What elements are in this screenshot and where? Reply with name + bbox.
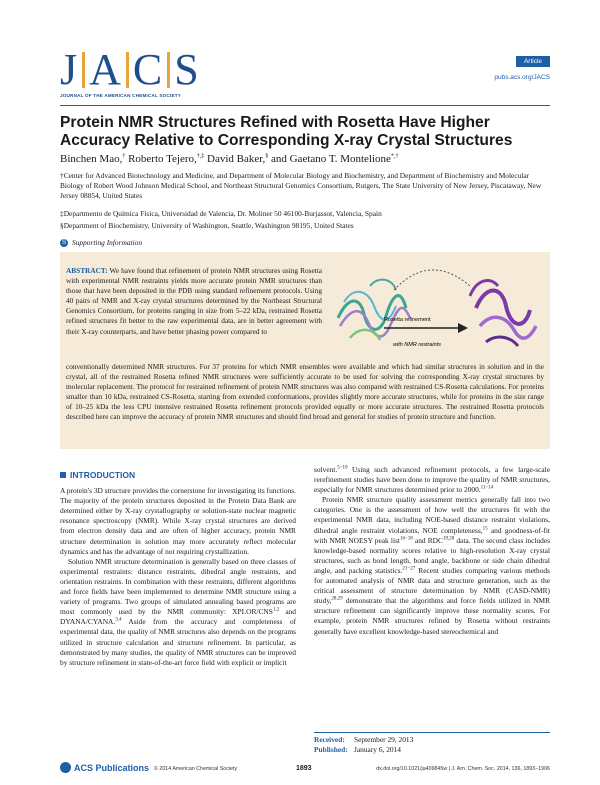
article-type-badge: Article: [516, 56, 550, 67]
paragraph: [314, 465, 550, 495]
right-column: [314, 465, 550, 637]
published-value: January 6, 2014: [354, 745, 402, 754]
author-affil-mark: †,‡: [196, 153, 205, 160]
logo-letter-c: C: [132, 45, 164, 94]
paragraph: [314, 495, 550, 636]
section-heading: [60, 470, 296, 480]
author-list: [60, 153, 550, 165]
paragraph: [60, 557, 296, 668]
paragraph-text: Protein NMR structure quality assessment metrics generally fall into two categories. One is the assessment of how well the structures fit with the experimental NMR data, including NOE-based distance restraint violations, dihedral angle restraint violations, NOE completeness,: [314, 495, 550, 535]
paragraph: A protein's 3D structure provides the cornerstone for investigating its functions. The majority of the protein structures deposited in the Protein Data Bank are determined either by X-ray crystallography or solution-state nuclear magnetic resonance spectroscopy (NMR). While X-ray crystal structures are derived from electron density data and are often of higher accuracy, protein NMR structure determination in solution may more accurately reflect molecular dynamics and has the advantage of not requiring crystallization.: [60, 486, 296, 556]
citation-ref[interactable]: 21−27: [402, 566, 416, 572]
citation-ref[interactable]: 1,2: [272, 607, 280, 613]
received-date: [314, 735, 550, 745]
citation-ref[interactable]: 16−18: [399, 536, 413, 542]
paragraph-text: and RDC: [412, 535, 443, 545]
supporting-info-link[interactable]: [60, 238, 142, 247]
logo-divider: [82, 52, 85, 88]
author-name[interactable]: Roberto Tejero,: [128, 153, 197, 165]
header-divider: [60, 105, 550, 106]
journal-subtitle: JOURNAL OF THE AMERICAN CHEMICAL SOCIETY: [60, 93, 181, 98]
author-affil-mark: §: [265, 153, 269, 160]
affiliation: ‡Departmento de Química Física, Universidad de Valencia, Dr. Moliner 50 46100-Burjassot, Valencia, Spain: [60, 209, 382, 218]
received-value: September 29, 2013: [354, 735, 414, 744]
citation-ref[interactable]: 28,29: [331, 596, 343, 602]
published-date: [314, 745, 550, 755]
paragraph-text: data. The second class includes knowledge-based normality scores relative to high-resolution X-ray crystal structures, such as bond length, bond angle, backbone or side chain dihedral angle, and packing statistics.: [314, 535, 550, 575]
refined-structure: [470, 281, 536, 346]
abstract-label: ABSTRACT:: [66, 266, 108, 275]
journal-url-link[interactable]: pubs.acs.org/JACS: [494, 74, 550, 81]
doi-link[interactable]: dx.doi.org/10.1021/ja409845w | J. Am. Chem. Soc. 2014, 136, 1893−1906: [376, 766, 550, 772]
paragraph-text: Aside from the accuracy and completeness of experimental data, the quality of NMR structures also depends on the programs utilized in structure calculation and structure refinement. In particular, as demonstrated by many studies, the quality of NMR structures can be improved by structure refinement in state-of-the-art force field with explicit or implicit: [60, 617, 296, 667]
citation-ref[interactable]: 15: [482, 526, 488, 532]
supporting-info-label: Supporting Information: [72, 238, 143, 247]
abstract-text: [66, 266, 322, 337]
paragraph-text: demonstrate that the algorithms and force fields utilized in NMR structure refinement can significantly improve these normality scores. For example, protein NMR structures refined by Rosetta without restraints generally have excellent knowledge-based stereochemical and: [314, 596, 550, 636]
page-footer: [60, 762, 550, 776]
figure-label-restraints: with NMR restraints: [393, 342, 441, 348]
dashed-curve: [394, 270, 470, 290]
acs-publications-label: ACS Publications: [74, 762, 150, 773]
author-name[interactable]: and Gaetano T. Montelione: [270, 153, 391, 165]
paragraph-text: and goodness-of-fit with NMR NOESY peak list: [314, 525, 550, 545]
figure-label-refinement: Rosetta refinement: [384, 317, 431, 323]
paragraph-text: Recent studies comparing various methods for automated analysis of NMR data and structure generation, such as the critical assessment of structure determination by NMR (CASD-NMR) study,: [314, 565, 550, 606]
acs-publications-logo[interactable]: [60, 762, 149, 773]
acs-mark-icon: [60, 762, 71, 773]
abstract-body: We have found that refinement of protein NMR structures using Rosetta with experimental NMR restraints yields more accurate protein NMR structures than those that have been deposited in the PDB using standard refinement protocols. Using 40 pairs of NMR and X-ray crystal structures determined by the Northeast Structural Genomics Consortium, for proteins ranging in size from 5–22 kDa, restrained Rosetta refined structures fit better to the raw experimental data, are in better agreement with their X-ray counterparts, and have better phasing power compared to: [66, 266, 322, 336]
section-square-icon: [60, 472, 66, 478]
published-label: Published:: [314, 745, 348, 754]
copyright-notice: © 2014 American Chemical Society: [154, 766, 238, 772]
citation-ref[interactable]: 3,4: [115, 617, 122, 623]
supporting-info-icon: S: [61, 239, 66, 246]
citation-ref[interactable]: 19,20: [442, 536, 455, 542]
journal-header: [60, 45, 550, 104]
paragraph-text: and DYANA/CYANA.: [60, 607, 296, 627]
author-affil-mark: *,†: [390, 153, 399, 160]
page-number: 1893: [296, 765, 312, 772]
citation-ref[interactable]: 5−10: [337, 465, 348, 471]
nmr-structure-ensemble: [338, 280, 410, 340]
received-label: Received:: [314, 735, 345, 744]
affiliation: †Center for Advanced Biotechnology and Medicine, and Department of Molecular Biology and Biochemistry, and Department of Biochemistry and Molecular Biology of Robert Wood Johnson Medical School, and Northeast Structural Genomics Consortium, Rutgers, The State University of New Jersey, Piscataway, New Jersey 08854, United States: [60, 171, 542, 200]
logo-divider: [167, 52, 170, 88]
citation-ref[interactable]: 11−14: [480, 485, 494, 491]
logo-divider: [126, 52, 129, 88]
author-name[interactable]: David Baker,: [207, 153, 266, 165]
affiliation: §Department of Biochemistry, University of Washington, Seattle, Washington 98195, United States: [60, 221, 354, 230]
author-affil-mark: †: [122, 153, 126, 160]
left-column: [60, 470, 296, 668]
logo-letter-s: S: [174, 45, 200, 94]
paragraph-text: Solution NMR structure determination is generally based on three classes of experimental restraints: distance restraints, dihedral angle restraints, and orientation restraints. In combination with these restraints, different algorithms and force fields have been implemented to determine NMR structure using a variety of programs. Two groups of simulated annealing based programs are most commonly used by the NMR community: XPLOR/CNS: [60, 556, 296, 617]
jacs-logo[interactable]: [60, 45, 200, 94]
section-heading-label: INTRODUCTION: [70, 470, 136, 480]
abstract-continuation: conventionally determined NMR structures. For 37 proteins for which NMR ensembles were available and which had similar structures in solution and in the crystal, all of the restrained Rosetta refined NMR structures were sufficiently accurate to be used for solving the corresponding X-ray crystal structures by molecular replacement. The protocol for restrained refinement of protein NMR structures was also compared with restrained CS-Rosetta calculations. For proteins smaller than 10 kDa, restrained CS-Rosetta, starting from extended conformations, provides slightly more accurate structures, while for proteins in the size range of 10–25 kDa the less CPU intensive restrained Rosetta refinement protocols provided equally or more accurate structures. The restrained Rosetta protocols described here can improve the accuracy of protein NMR structures and should find broad and general for studies of protein structure and function.: [66, 362, 544, 422]
author-name[interactable]: Binchen Mao,: [60, 153, 123, 165]
logo-letter-j: J: [60, 45, 79, 94]
paragraph-text: Using such advanced refinement protocols, a few large-scale rerefinement studies have been done to improve the quality of NMR structures, especially for NMR structures determined prior to 2000.: [314, 465, 550, 495]
publication-dates: [314, 732, 550, 755]
article-title: Protein NMR Structures Refined with Rosetta Have Higher Accuracy Relative to Corresponding X-ray Crystal Structures: [60, 114, 513, 149]
refinement-arrow: [384, 323, 468, 333]
logo-letter-a: A: [89, 45, 122, 94]
paragraph-text: solvent.: [314, 465, 338, 474]
